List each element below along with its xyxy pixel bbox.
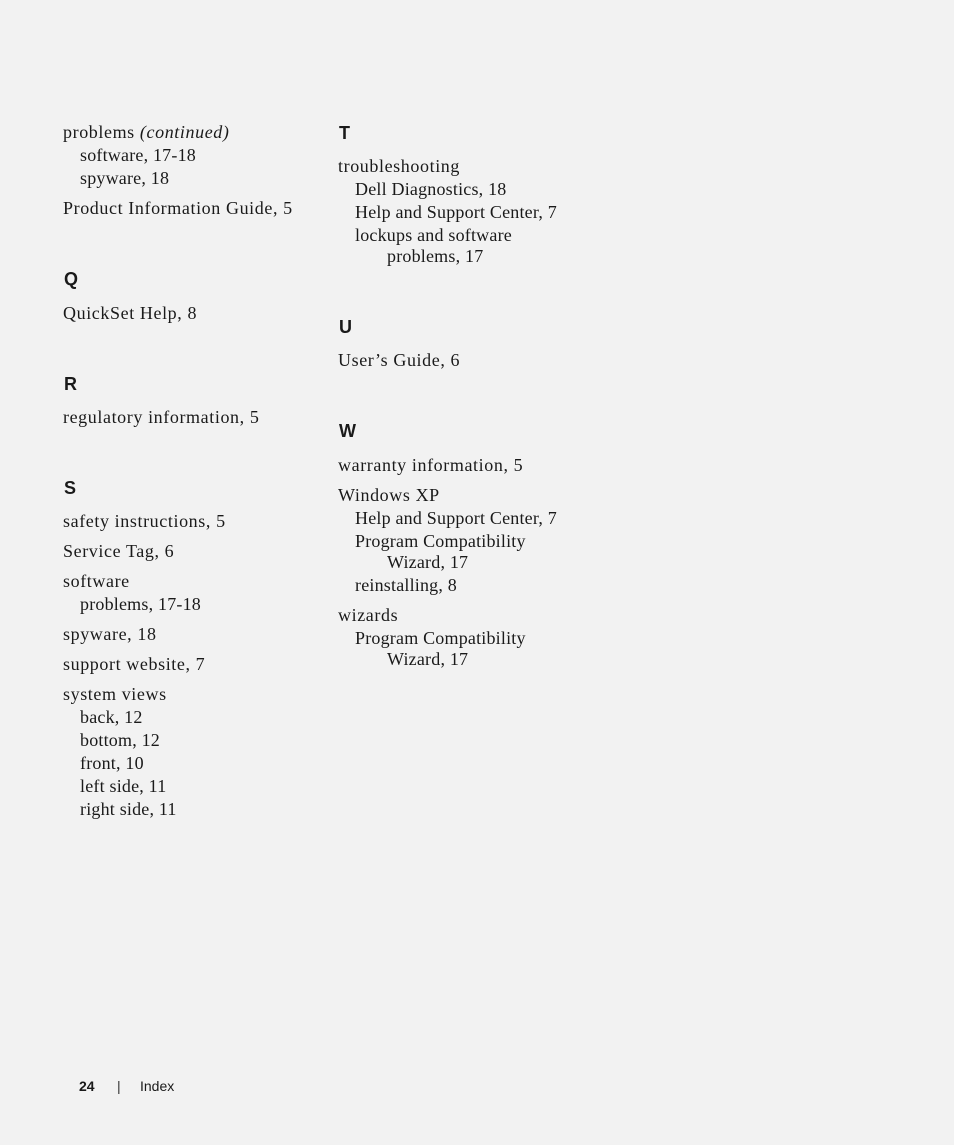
index-term: problems [63, 122, 135, 142]
index-entry: safety instructions, 5 [63, 511, 226, 531]
index-subentry-continued: Wizard, 17 [387, 552, 469, 572]
index-subentry-continued: Wizard, 17 [387, 649, 469, 669]
index-entry-problems [63, 121, 229, 143]
section-letter-t: T [339, 123, 350, 143]
index-subentry: bottom, 12 [80, 730, 161, 750]
index-subentry: problems, 17-18 [80, 594, 201, 614]
index-subentry: front, 10 [80, 753, 144, 773]
index-entry: wizards [338, 605, 399, 625]
continued-note: (continued) [139, 122, 230, 142]
index-subentry: spyware, 18 [80, 168, 170, 188]
index-entry: QuickSet Help, 8 [63, 303, 198, 323]
index-subentry: Help and Support Center, 7 [355, 508, 557, 528]
index-entry: support website, 7 [63, 654, 206, 674]
index-subentry-continued: problems, 17 [387, 246, 484, 266]
section-letter-q: Q [64, 269, 79, 289]
index-subentry: Program Compatibility [355, 628, 526, 648]
index-subentry: Program Compatibility [355, 531, 526, 551]
index-subentry: software, 17-18 [80, 145, 196, 165]
index-entry: User’s Guide, 6 [338, 350, 461, 370]
index-entry: Product Information Guide, 5 [63, 198, 293, 218]
section-letter-w: W [339, 421, 356, 441]
section-letter-r: R [64, 374, 77, 394]
index-entry: spyware, 18 [63, 624, 157, 644]
index-entry: Service Tag, 6 [63, 541, 175, 561]
index-subentry: left side, 11 [80, 776, 167, 796]
footer-separator: | [117, 1078, 121, 1094]
index-subentry: lockups and software [355, 225, 512, 245]
index-subentry: reinstalling, 8 [355, 575, 457, 595]
index-entry: Windows XP [338, 485, 440, 505]
page-number: 24 [79, 1078, 95, 1094]
index-subentry: right side, 11 [80, 799, 177, 819]
index-subentry: back, 12 [80, 707, 143, 727]
footer-section-title: Index [140, 1078, 175, 1094]
index-entry: troubleshooting [338, 156, 460, 176]
section-letter-s: S [64, 478, 77, 498]
index-subentry: Help and Support Center, 7 [355, 202, 557, 222]
index-entry: regulatory information, 5 [63, 407, 260, 427]
index-entry: system views [63, 684, 167, 704]
index-subentry: Dell Diagnostics, 18 [355, 179, 507, 199]
index-entry: software [63, 571, 130, 591]
index-entry: warranty information, 5 [338, 455, 524, 475]
section-letter-u: U [339, 317, 352, 337]
